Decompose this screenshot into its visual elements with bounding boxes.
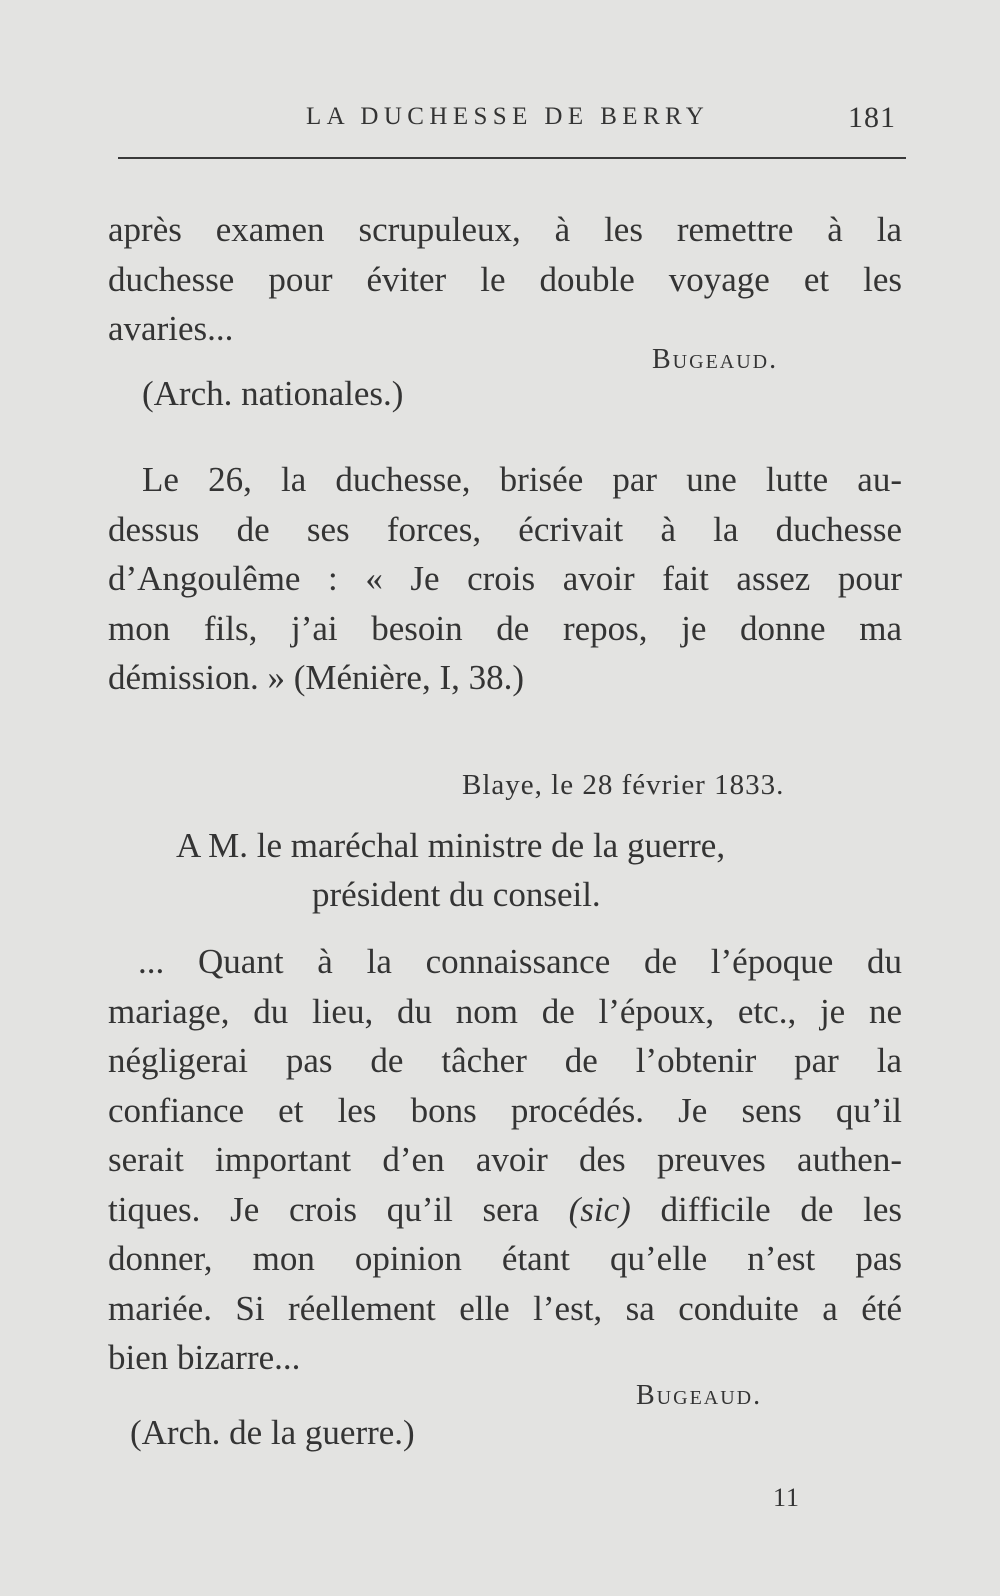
paragraph-continued (108, 205, 902, 354)
text-line: dessus de ses forces, écrivait à la duchesse (108, 509, 902, 549)
paragraph-narrative (108, 455, 902, 703)
header-rule (118, 157, 906, 159)
source-citation-2: (Arch. de la guerre.) (130, 1413, 415, 1452)
letter-address-line-2: président du conseil. (312, 875, 601, 914)
text-line: duchesse pour éviter le double voyage et les (108, 259, 902, 299)
text-segment: difficile de les (660, 1189, 902, 1229)
text-line: mon fils, j’ai besoin de repos, je donne ma (108, 608, 902, 648)
signature-bugeaud-2: Bugeaud. (636, 1380, 763, 1411)
signature-mark: 11 (773, 1483, 801, 1512)
letter-dateline: Blaye, le 28 février 1833. (462, 769, 785, 801)
text-line: serait important d’en avoir des preuves authen- (108, 1140, 902, 1179)
text-line: donner, mon opinion étant qu’elle n’est pas (108, 1239, 902, 1278)
text-segment: tiques. Je crois qu’il sera (108, 1189, 539, 1229)
text-line: après examen scrupuleux, à les remettre à la (108, 210, 902, 249)
sic-annotation: (sic) (568, 1189, 631, 1229)
text-line: confiance et les bons procédés. Je sens qu’il (108, 1090, 902, 1130)
text-line: bien bizarre... (108, 1338, 301, 1377)
paragraph-letter-body (108, 937, 902, 1383)
text-line: démission. » (Ménière, I, 38.) (108, 658, 525, 697)
text-line: avaries... (108, 309, 234, 348)
text-line: d’Angoulême : « Je crois avoir fait assez pour (108, 559, 902, 598)
text-line: mariage, du lieu, du nom de l’époux, etc., je ne (108, 991, 902, 1031)
signature-bugeaud-1: Bugeaud. (652, 344, 779, 375)
text-line: mariée. Si réellement elle l’est, sa conduite a été (108, 1288, 902, 1328)
page-number: 181 (848, 101, 896, 134)
text-line: ... Quant à la connaissance de l’époque du (138, 942, 902, 981)
source-citation-1: (Arch. nationales.) (142, 374, 404, 413)
text-line: négligerai pas de tâcher de l’obtenir par la (108, 1041, 902, 1080)
text-line: Le 26, la duchesse, brisée par une lutte au- (142, 460, 902, 499)
running-header-title: LA DUCHESSE DE BERRY (306, 103, 710, 130)
letter-address-line-1: A M. le maréchal ministre de la guerre, (176, 826, 726, 865)
text-line (108, 1185, 902, 1235)
